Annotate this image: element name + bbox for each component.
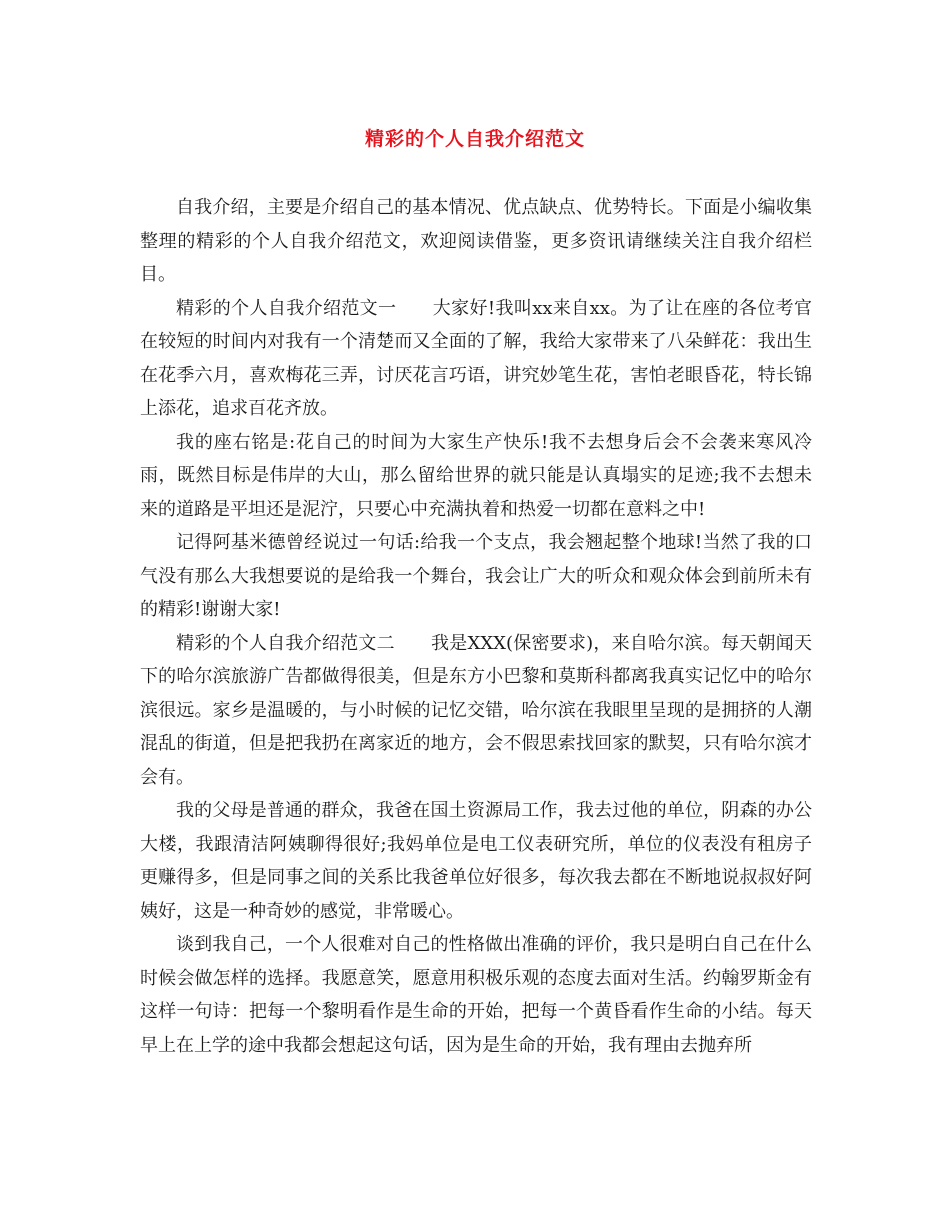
paragraph-text: 谈到我自己，一个人很难对自己的性格做出准确的评价，我只是明白自己在什么时候会做怎样的选择。我愿意笑，愿意用积极乐观的态度去面对生活。约翰罗斯金有这样一句诗：把每一个黎明看作是生命的开始，把每一个黄昏看作生命的小结。每天早上在上学的途中我都会想起这句话，因为是生命的开始，我有理由去抛弃所 (140, 934, 812, 1056)
paragraph-self (140, 928, 812, 1062)
paragraph-archimedes (140, 526, 812, 627)
paragraph-text: 我的座右铭是:花自己的时间为大家生产快乐!我不去想身后会不会袭来寒风冷雨，既然目标是伟岸的大山，那么留给世界的就只能是认真塌实的足迹;我不去想未来的道路是平坦还是泥泞，只要心中充满执着和热爱一切都在意料之中! (140, 431, 812, 520)
paragraph-motto (140, 426, 812, 527)
paragraph-parents (140, 794, 812, 928)
paragraph-sample-two (140, 627, 812, 795)
paragraph-text: 大家好!我叫xx来自xx。为了让在座的各位考官在较短的时间内对我有一个清楚而又全面的了解，我给大家带来了八朵鲜花：我出生在花季六月，喜欢梅花三弄，讨厌花言巧语，讲究妙笔生花，害怕老眼昏花，特长锦上添花，追求百花齐放。 (140, 297, 812, 419)
section-heading: 精彩的个人自我介绍范文二 (176, 632, 395, 654)
document-title: 精彩的个人自我介绍范文 (364, 128, 585, 150)
paragraph-text: 自我介绍，主要是介绍自己的基本情况、优点缺点、优势特长。下面是小编收集整理的精彩的个人自我介绍范文，欢迎阅读借鉴，更多资讯请继续关注自我介绍栏目。 (140, 197, 812, 285)
paragraph-text: 我是XXX(保密要求)，来自哈尔滨。每天朝闻天下的哈尔滨旅游广告都做得很美，但是东方小巴黎和莫斯科都离我真实记忆中的哈尔滨很远。家乡是温暖的，与小时候的记忆交错，哈尔滨在我眼里呈现的是拥挤的人潮混乱的街道，但是把我扔在离家近的地方，会不假思索找回家的默契，只有哈尔滨才会有。 (140, 632, 812, 788)
paragraph-text: 我的父母是普通的群众，我爸在国土资源局工作，我去过他的单位，阴森的办公大楼，我跟清洁阿姨聊得很好;我妈单位是电工仪表研究所，单位的仪表没有租房子更赚得多，但是同事之间的关系比我爸单位好很多，每次我去都在不断地说叔叔好阿姨好，这是一种奇妙的感觉，非常暖心。 (140, 800, 812, 922)
paragraph-sample-one (140, 292, 812, 426)
section-heading: 精彩的个人自我介绍范文一 (176, 297, 397, 319)
paragraph-text: 记得阿基米德曾经说过一句话:给我一个支点，我会翘起整个地球!当然了我的口气没有那么大我想要说的是给我一个舞台，我会让广大的听众和观众体会到前所未有的精彩!谢谢大家! (140, 532, 812, 620)
paragraph-intro (140, 191, 812, 292)
document-body (140, 191, 812, 1062)
